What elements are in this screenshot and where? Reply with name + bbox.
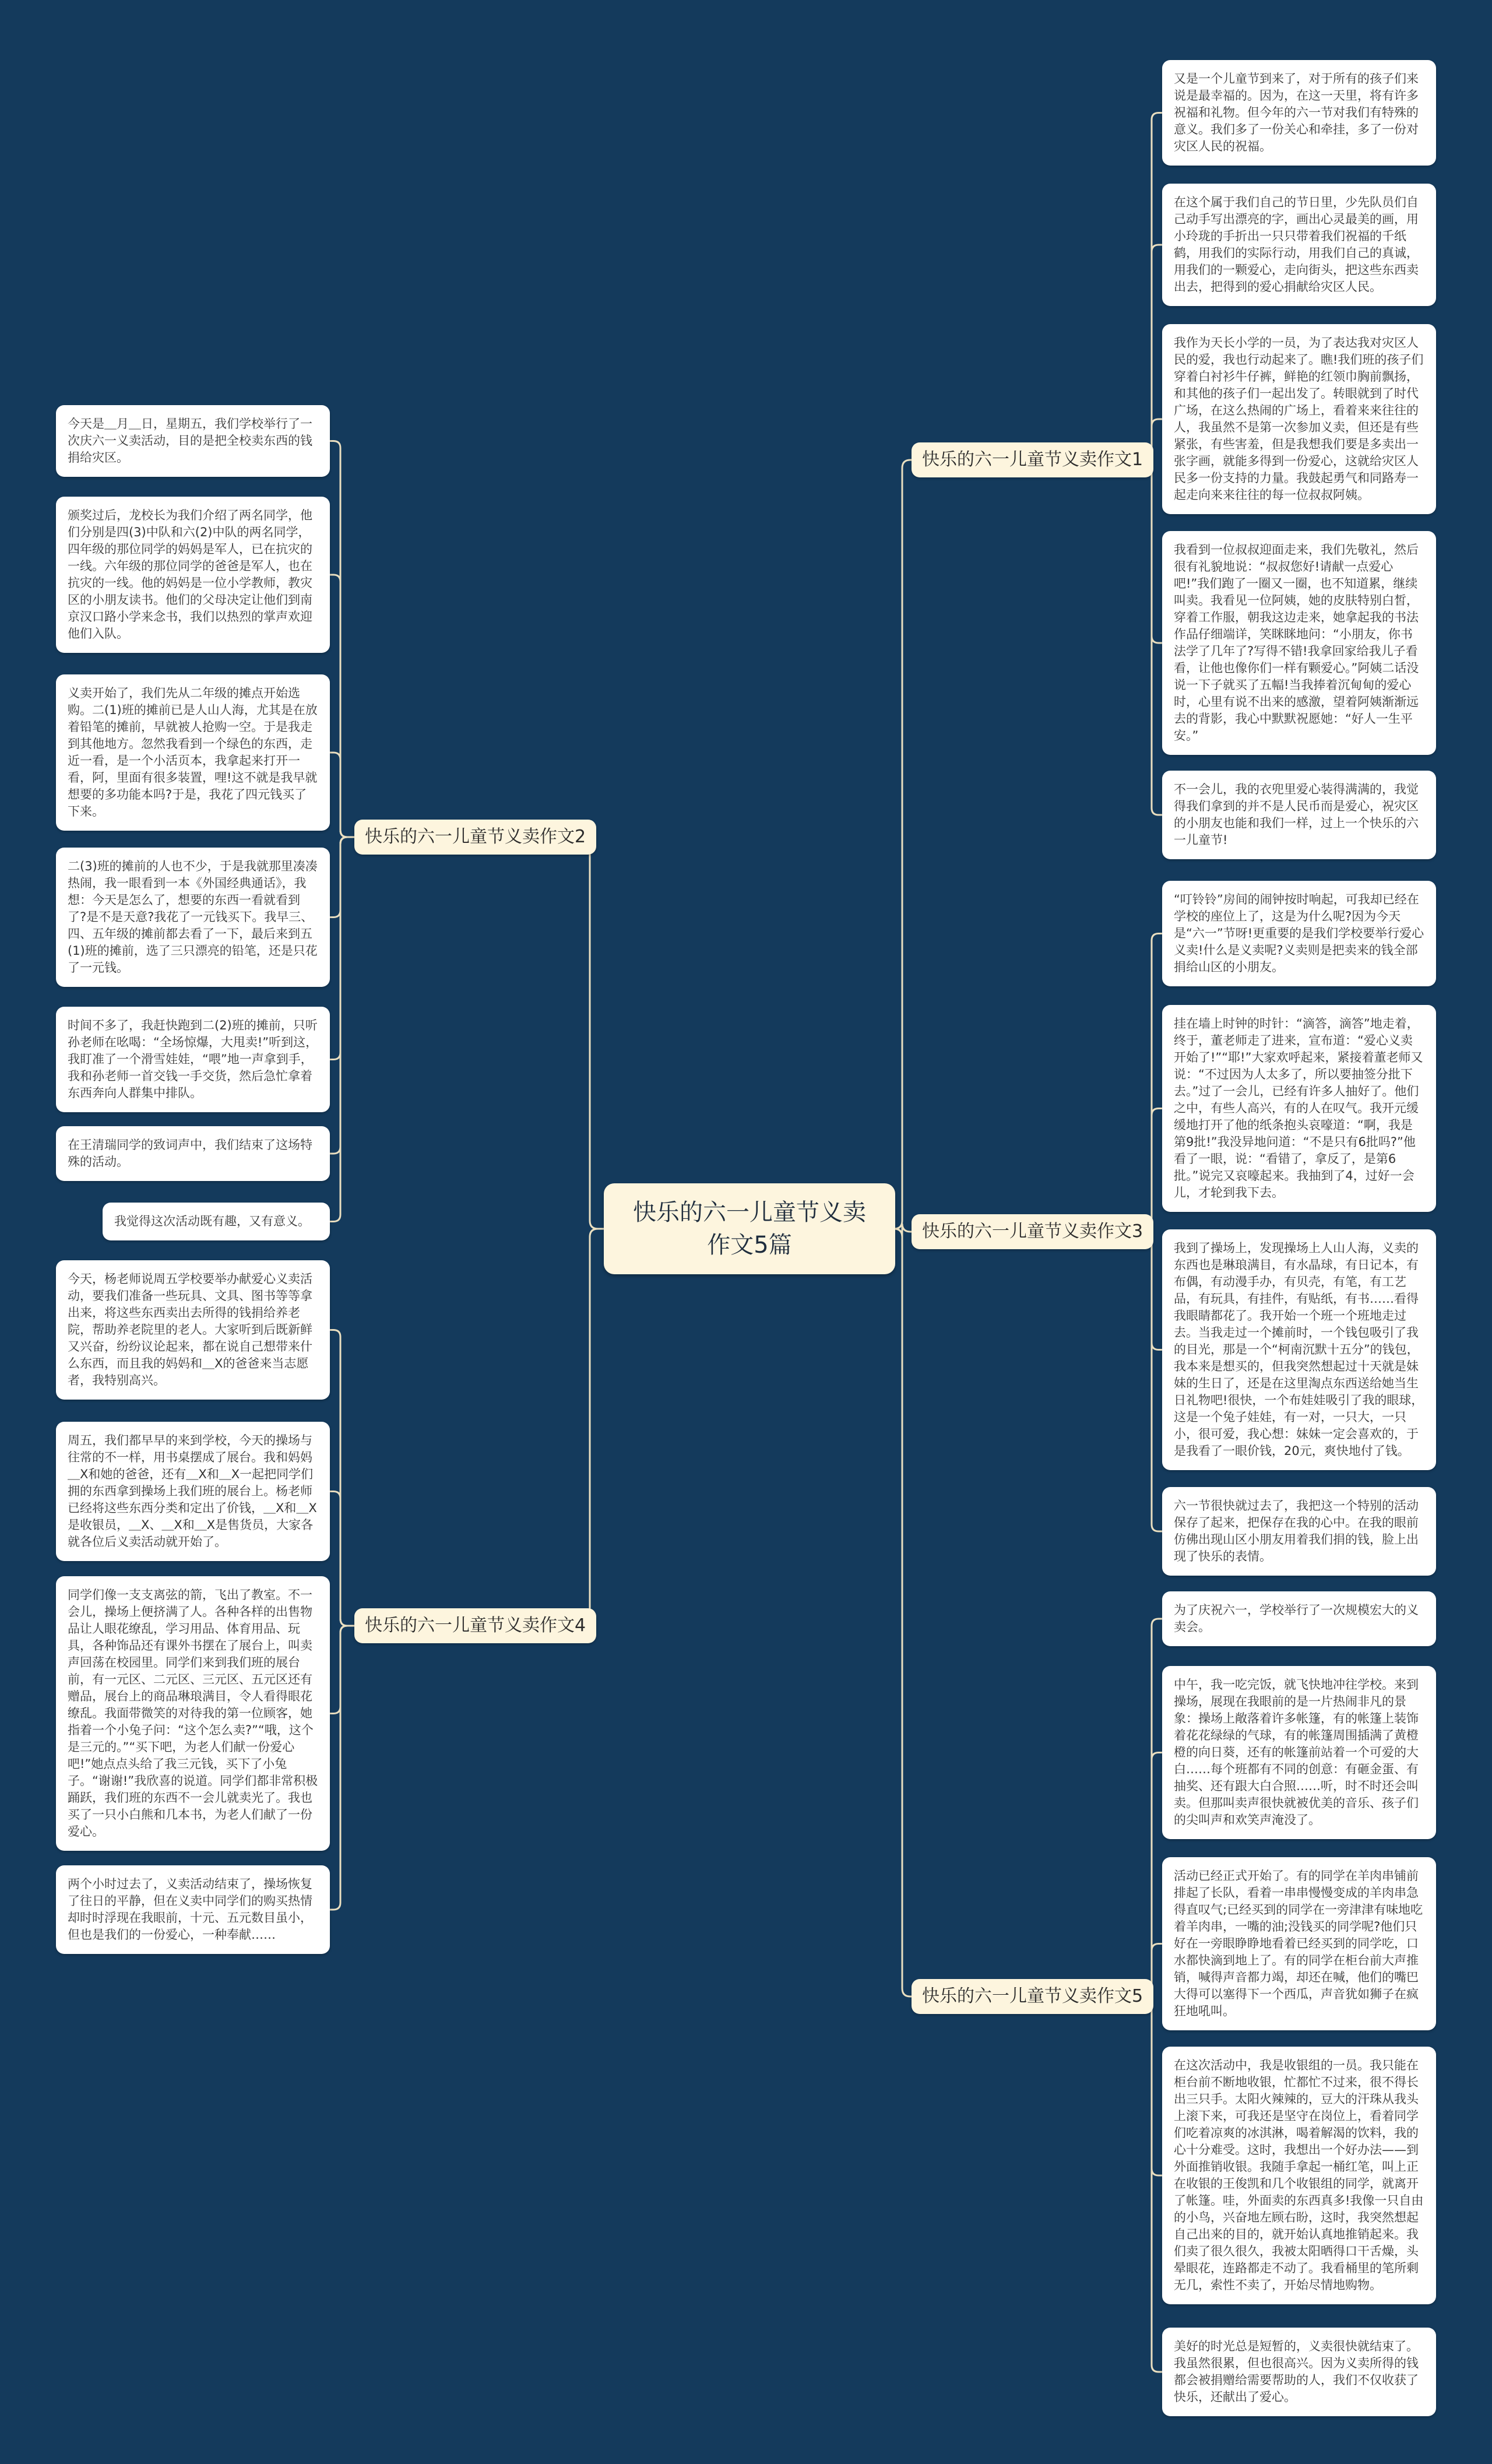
branch-essay-2: 快乐的六一儿童节义卖作文2 (354, 820, 596, 855)
connector-line (1145, 1232, 1162, 1531)
connector-line (1145, 460, 1162, 815)
connector-line (1145, 1232, 1162, 1350)
connector-line (330, 1492, 354, 1626)
central-topic: 快乐的六一儿童节义卖作文5篇 (604, 1183, 895, 1274)
leaf-text: 挂在墙上时钟的时针：“滴答，滴答”地走着，终于，董老师走了进来，宣布道：“爱心义卖开始了!”“耶!”大家欢呼起来，紧接着董老师又说：“不过因为人太多了，所以要抽签分批下去。”过了一会儿，已经有许多人抽好了。他们之中，有些人高兴，有的人在叹气。我开元缓缓地打开了他的纸条抱头哀嚎道：“啊，我是第9批!”我没异地问道：“不是只有6批吗?”他看了一眼，说：“看错了，拿反了，是第6批。”说完又哀嚎起来。我抽到了4，过好一会儿，才轮到我下去。 (1162, 1005, 1436, 1212)
leaf-text: 中午，我一吃完饭，就飞快地冲往学校。来到操场，展现在我眼前的是一片热闹非凡的景象：操场上敞落着许多帐篷，有的帐篷上装饰着花花绿绿的气球，有的帐篷周围插满了黄橙橙的向日葵，还有的帐篷前站着一个可爱的大白……每个班都有不同的创意：有砸金蛋、有抽奖、还有跟大白合照……听，时不时还会叫卖。但那叫卖声很快就被优美的音乐、孩子们的尖叫声和欢笑声淹没了。 (1162, 1666, 1436, 1839)
leaf-text: 在这个属于我们自己的节日里，少先队员们自己动手写出漂亮的字，画出心灵最美的画，用小玲珑的手折出一只只带着我们祝福的千纸鹤，用我们的实际行动，用我们自己的真诚，用我们的一颗爱心，走向街头，把这些东西卖出去，把得到的爱心捐献给灾区人民。 (1162, 184, 1436, 306)
connector-line (330, 837, 354, 1154)
connector-line (330, 837, 354, 1060)
connector-line (894, 1229, 912, 1996)
connector-line (1145, 1109, 1162, 1232)
connector-line (330, 1626, 354, 1714)
connector-line (330, 837, 354, 1222)
leaf-text: 颁奖过后，龙校长为我们介绍了两名同学，他们分别是四(3)中队和六(2)中队的两名同学，四年级的那位同学的妈妈是军人，已在抗灾的一线。六年级的那位同学的爸爸是军人，也在抗灾的一线。他的妈妈是一位小学教师，教灾区的小朋友读书。他们的父母决定让他们到南京汉口路小学来念书，我们以热烈的掌声欢迎他们入队。 (56, 497, 330, 653)
leaf-text: 六一节很快就过去了，我把这一个特别的活动保存了起来，把保存在我的心中。在我的眼前仿佛出现山区小朋友用着我们捐的钱，脸上出现了快乐的表情。 (1162, 1487, 1436, 1576)
leaf-text: 同学们像一支支离弦的箭，飞出了教室。不一会儿，操场上便挤满了人。各种各样的出售物品让人眼花缭乱，学习用品、体育用品、玩具，各种饰品还有课外书摆在了展台上，叫卖声回荡在校园里。同学们来到我们班的展台前，有一元区、二元区、三元区、五元区还有赠品，展台上的商品琳琅满目，令人看得眼花缭乱。我面带微笑的对待我的第一位顾客，她指着一个小兔子问：“这个怎么卖?”“哦，这个是三元的。”“买下吧，为老人们献一份爱心吧!”她点点头给了我三元钱，买下了小兔子。“谢谢!”我欣喜的说道。同学们都非常积极踊跃，我们班的东西不一会儿就卖光了。我也买了一只小白熊和几本书，为老人们献了一份爱心。 (56, 1576, 330, 1851)
connector-line (894, 460, 912, 1229)
leaf-text: 我觉得这次活动既有趣，又有意义。 (103, 1203, 330, 1240)
leaf-text: 不一会儿，我的衣兜里爱心装得满满的，我觉得我们拿到的并不是人民币而是爱心，祝灾区的小朋友也能和我们一样，过上一个快乐的六一儿童节! (1162, 771, 1436, 859)
branch-essay-4: 快乐的六一儿童节义卖作文4 (354, 1608, 596, 1643)
leaf-text: 我看到一位叔叔迎面走来，我们先敬礼，然后很有礼貌地说：“叔叔您好!请献一点爱心吧!”我们跑了一圈又一圈，也不知道累，继续叫卖。我看见一位阿姨，她的皮肤特别白皙，穿着工作服，朝我这边走来，她拿起我的书法作品仔细端详，笑眯眯地问：“小朋友，你书法学了几年了?写得不错!我拿回家给我儿子看看，让他也像你们一样有颗爱心。”阿姨二话没说一下子就买了五幅!当我捧着沉甸甸的爱心时，心里有说不出来的感激，望着阿姨渐渐远去的背影，我心中默默祝愿她：“好人一生平安。” (1162, 531, 1436, 755)
branch-essay-5: 快乐的六一儿童节义卖作文5 (912, 1979, 1153, 2014)
leaf-text: 在这次活动中，我是收银组的一员。我只能在柜台前不断地收银，忙都忙不过来，很不得长出三只手。太阳火辣辣的，豆大的汗珠从我头上滚下来，可我还是坚守在岗位上，看着同学们吃着凉爽的冰淇淋，喝着解渴的饮料，我的心十分难受。这时，我想出一个好办法——到外面推销收银。我随手拿起一桶红笔，叫上正在收银的王俊凯和几个收银组的同学，就离开了帐篷。哇，外面卖的东西真多!我像一只自由的小鸟，兴奋地左顾右盼，这时，我突然想起自己出来的目的，就开始认真地推销起来。我们卖了很久很久，我被太阳晒得口干舌燥，头晕眼花，连路都走不动了。我看桶里的笔所剩无几，索性不卖了，开始尽情地购物。 (1162, 2047, 1436, 2304)
connector-line (330, 753, 354, 837)
connector-line (1145, 1996, 1162, 2175)
leaf-text: 周五，我们都早早的来到学校，今天的操场与往常的不一样，用书桌摆成了展台。我和妈妈＿X和她的爸爸，还有＿X和＿X一起把同学们拥的东西拿到操场上我们班的展台上。杨老师已经将这些东西分类和定出了价钱，＿X和＿X是收银员，＿X、＿X和＿X是售货员，大家各就各位后义卖活动就开始了。 (56, 1422, 330, 1561)
connector-line (330, 1626, 354, 1910)
connector-line (1145, 1619, 1162, 1996)
leaf-text: 时间不多了，我赶快跑到二(2)班的摊前，只听孙老师在吆喝：“全场惊爆，大甩卖!”听到这，我盯准了一个滑雪娃娃，“喂”地一声拿到手，我和孙老师一首交钱一手交货，然后急忙拿着东西奔向人群集中排队。 (56, 1007, 330, 1112)
branch-essay-3: 快乐的六一儿童节义卖作文3 (912, 1214, 1153, 1249)
connector-line (330, 1330, 354, 1626)
connector-line (582, 837, 604, 1229)
leaf-text: 今天，杨老师说周五学校要举办献爱心义卖活动，要我们准备一些玩具、文具、图书等等拿出来，将这些东西卖出去所得的钱捐给养老院，帮助养老院里的老人。大家听到后既新鲜又兴奋，纷纷议论起来，都在说自己想带来什么东西，而且我的妈妈和＿X的爸爸来当志愿者，我特别高兴。 (56, 1260, 330, 1400)
connector-line (330, 441, 354, 838)
leaf-text: 今天是＿月＿日，星期五，我们学校举行了一次庆六一义卖活动，目的是把全校卖东西的钱捐给灾区。 (56, 405, 330, 477)
leaf-text: 为了庆祝六一，学校举行了一次规模宏大的义卖会。 (1162, 1591, 1436, 1646)
leaf-text: 我到了操场上，发现操场上人山人海，义卖的东西也是琳琅满目，有水晶球，有日记本，有布偶，有动漫手办，有贝壳，有笔，有工艺品，有玩具，有挂件，有贴纸，有书……看得我眼睛都花了。我开始一个班一个班地走过去。当我走过一个摊前时，一个钱包吸引了我的目光，那是一个“柯南沉默十五分”的钱包，我本来是想买的，但我突然想起过十天就是妹妹的生日了，还是在这里淘点东西送给她当生日礼物吧!很快，一个布娃娃吸引了我的眼球，这是一个兔子娃娃，有一对，一只大，一只小，很可爱，我心想：妹妹一定会喜欢的，于是我看了一眼价钱，20元，爽快地付了钱。 (1162, 1229, 1436, 1470)
connector-line (330, 575, 354, 837)
connector-line (1145, 460, 1162, 643)
branch-essay-1: 快乐的六一儿童节义卖作文1 (912, 442, 1153, 477)
connector-line (582, 1229, 604, 1626)
connector-line (330, 837, 354, 918)
connector-line (1145, 113, 1162, 461)
connector-line (1145, 1753, 1162, 1997)
connector-line (1145, 934, 1162, 1232)
leaf-text: 义卖开始了，我们先从二年级的摊点开始选购。二(1)班的摊前已是人山人海，尤其是在放着铅笔的摊前，早就被人抢购一空。于是我走到其他地方。忽然我看到一个绿色的东西，走近一看，是一个小活页本，我拿起来打开一看，阿，里面有很多装置，哩!这不就是我早就想要的多功能本吗?于是，我花了四元钱买了下来。 (56, 674, 330, 831)
leaf-text: 又是一个儿童节到来了，对于所有的孩子们来说是最幸福的。因为，在这一天里，将有许多祝福和礼物。但今年的六一节对我们有特殊的意义。我们多了一份关心和牵挂，多了一份对灾区人民的祝福。 (1162, 60, 1436, 166)
leaf-text: “叮铃铃”房间的闹钟按时响起，可我却已经在学校的座位上了，这是为什么呢?因为今天是“六一”节呀!更重要的是我们学校要举行爱心义卖!什么是义卖呢?义卖则是把卖来的钱全部捐给山区的小朋友。 (1162, 881, 1436, 986)
leaf-text: 活动已经正式开始了。有的同学在羊肉串铺前排起了长队，看着一串串慢慢变成的羊肉串急得直叹气;已经买到的同学在一旁津津有味地吃着羊肉串，一嘴的油;没钱买的同学呢?他们只好在一旁眼睁睁地看着已经买到的同学吃，口水都快滴到地上了。有的同学在柜台前大声推销，喊得声音都力竭，却还在喊，他们的嘴巴大得可以塞得下一个西瓜，声音犹如狮子在疯狂地吼叫。 (1162, 1857, 1436, 2030)
connector-line (1145, 1996, 1162, 2372)
leaf-text: 两个小时过去了，义卖活动结束了，操场恢复了往日的平静，但在义卖中同学们的购买热情却时时浮现在我眼前，十元、五元数目虽小，但也是我们的一份爱心，一种奉献…… (56, 1865, 330, 1954)
leaf-text: 在王清瑞同学的致词声中，我们结束了这场特殊的活动。 (56, 1126, 330, 1181)
leaf-text: 美好的时光总是短暂的，义卖很快就结束了。我虽然很累，但也很高兴。因为义卖所得的钱都会被捐赠给需要帮助的人，我们不仅收获了快乐，还献出了爱心。 (1162, 2328, 1436, 2416)
leaf-text: 我作为天长小学的一员，为了表达我对灾区人民的爱，我也行动起来了。瞧!我们班的孩子们穿着白衬衫牛仔裤，鲜艳的红领巾胸前飘扬，和其他的孩子们一起出发了。转眼就到了时代广场，在这么热闹的广场上，看着来来往往的人，我虽然不是第一次参加义卖，但还是有些紧张，有些害羞，但是我想我们要是多卖出一张字画，就能多得到一份爱心，这就给灾区人民多一份支持的力量。我鼓起勇气和同路寿一起走向来来往往的每一位叔叔阿姨。 (1162, 324, 1436, 514)
connector-line (1145, 245, 1162, 460)
leaf-text: 二(3)班的摊前的人也不少，于是我就那里凑凑热闹，我一眼看到一本《外国经典通话》，我想：今天是怎么了，想要的东西一看就看到了?是不是天意?我花了一元钱买下。我早三、四、五年级的摊前都去看了一下，最后来到五(1)班的摊前，选了三只漂亮的铅笔，还是只花了一元钱。 (56, 848, 330, 987)
